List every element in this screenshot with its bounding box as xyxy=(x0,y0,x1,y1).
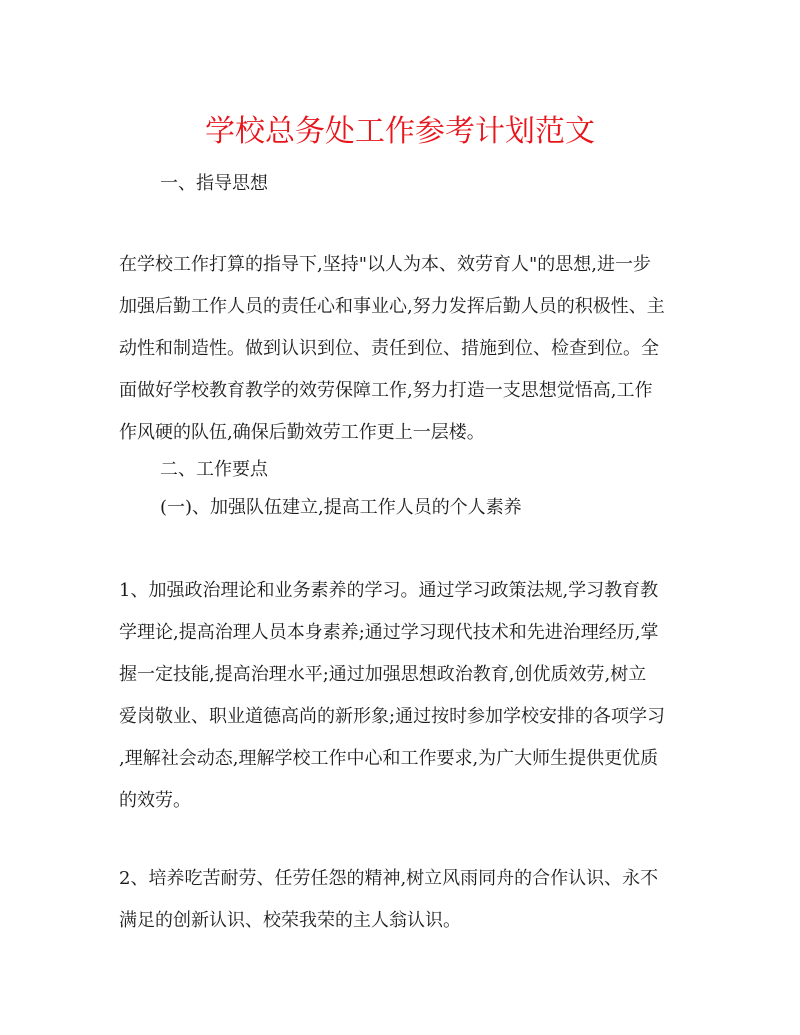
paragraph-line: 在学校工作打算的指导下,坚持"以人为本、效劳育人"的思想,进一步 xyxy=(119,254,651,275)
section-heading-work-points: 二、工作要点 xyxy=(160,459,268,480)
paragraph-line: 爱岗敬业、职业道德高尚的新形象;通过按时参加学校安排的各项学习 xyxy=(119,706,666,727)
paragraph-line: 的效劳。 xyxy=(119,790,191,811)
paragraph-line: 2、培养吃苦耐劳、任劳任怨的精神,树立风雨同舟的合作认识、永不 xyxy=(119,868,659,889)
paragraph-line: ,理解社会动态,理解学校工作中心和工作要求,为广大师生提供更优质 xyxy=(119,748,659,769)
paragraph-item-1 xyxy=(119,570,684,822)
document-title: 学校总务处工作参考计划范文 xyxy=(205,114,595,149)
paragraph-line: 握一定技能,提高治理水平;通过加强思想政治教育,创优质效劳,树立 xyxy=(119,664,647,685)
paragraph-line: 1、加强政治理论和业务素养的学习。通过学习政策法规,学习教育教 xyxy=(119,580,659,601)
paragraph-line: 作风硬的队伍,确保后勤效劳工作更上一层楼。 xyxy=(119,422,485,443)
paragraph-line: 学理论,提高治理人员本身素养;通过学习现代技术和先进治理经历,掌 xyxy=(119,622,659,643)
paragraph-line: 动性和制造性。做到认识到位、责任到位、措施到位、检查到位。全 xyxy=(119,338,659,359)
subsection-heading-team-building: (一)、加强队伍建立,提高工作人员的个人素养 xyxy=(160,497,522,518)
paragraph-line: 加强后勤工作人员的责任心和事业心,努力发挥后勤人员的积极性、主 xyxy=(119,296,665,317)
paragraph-line: 满足的创新认识、校荣我荣的主人翁认识。 xyxy=(119,910,461,931)
section-heading-guiding-thought: 一、指导思想 xyxy=(160,173,268,194)
paragraph-line: 面做好学校教育教学的效劳保障工作,努力打造一支思想觉悟高,工作 xyxy=(119,380,653,401)
paragraph-guiding-thought xyxy=(119,244,684,454)
paragraph-item-2 xyxy=(119,858,684,942)
